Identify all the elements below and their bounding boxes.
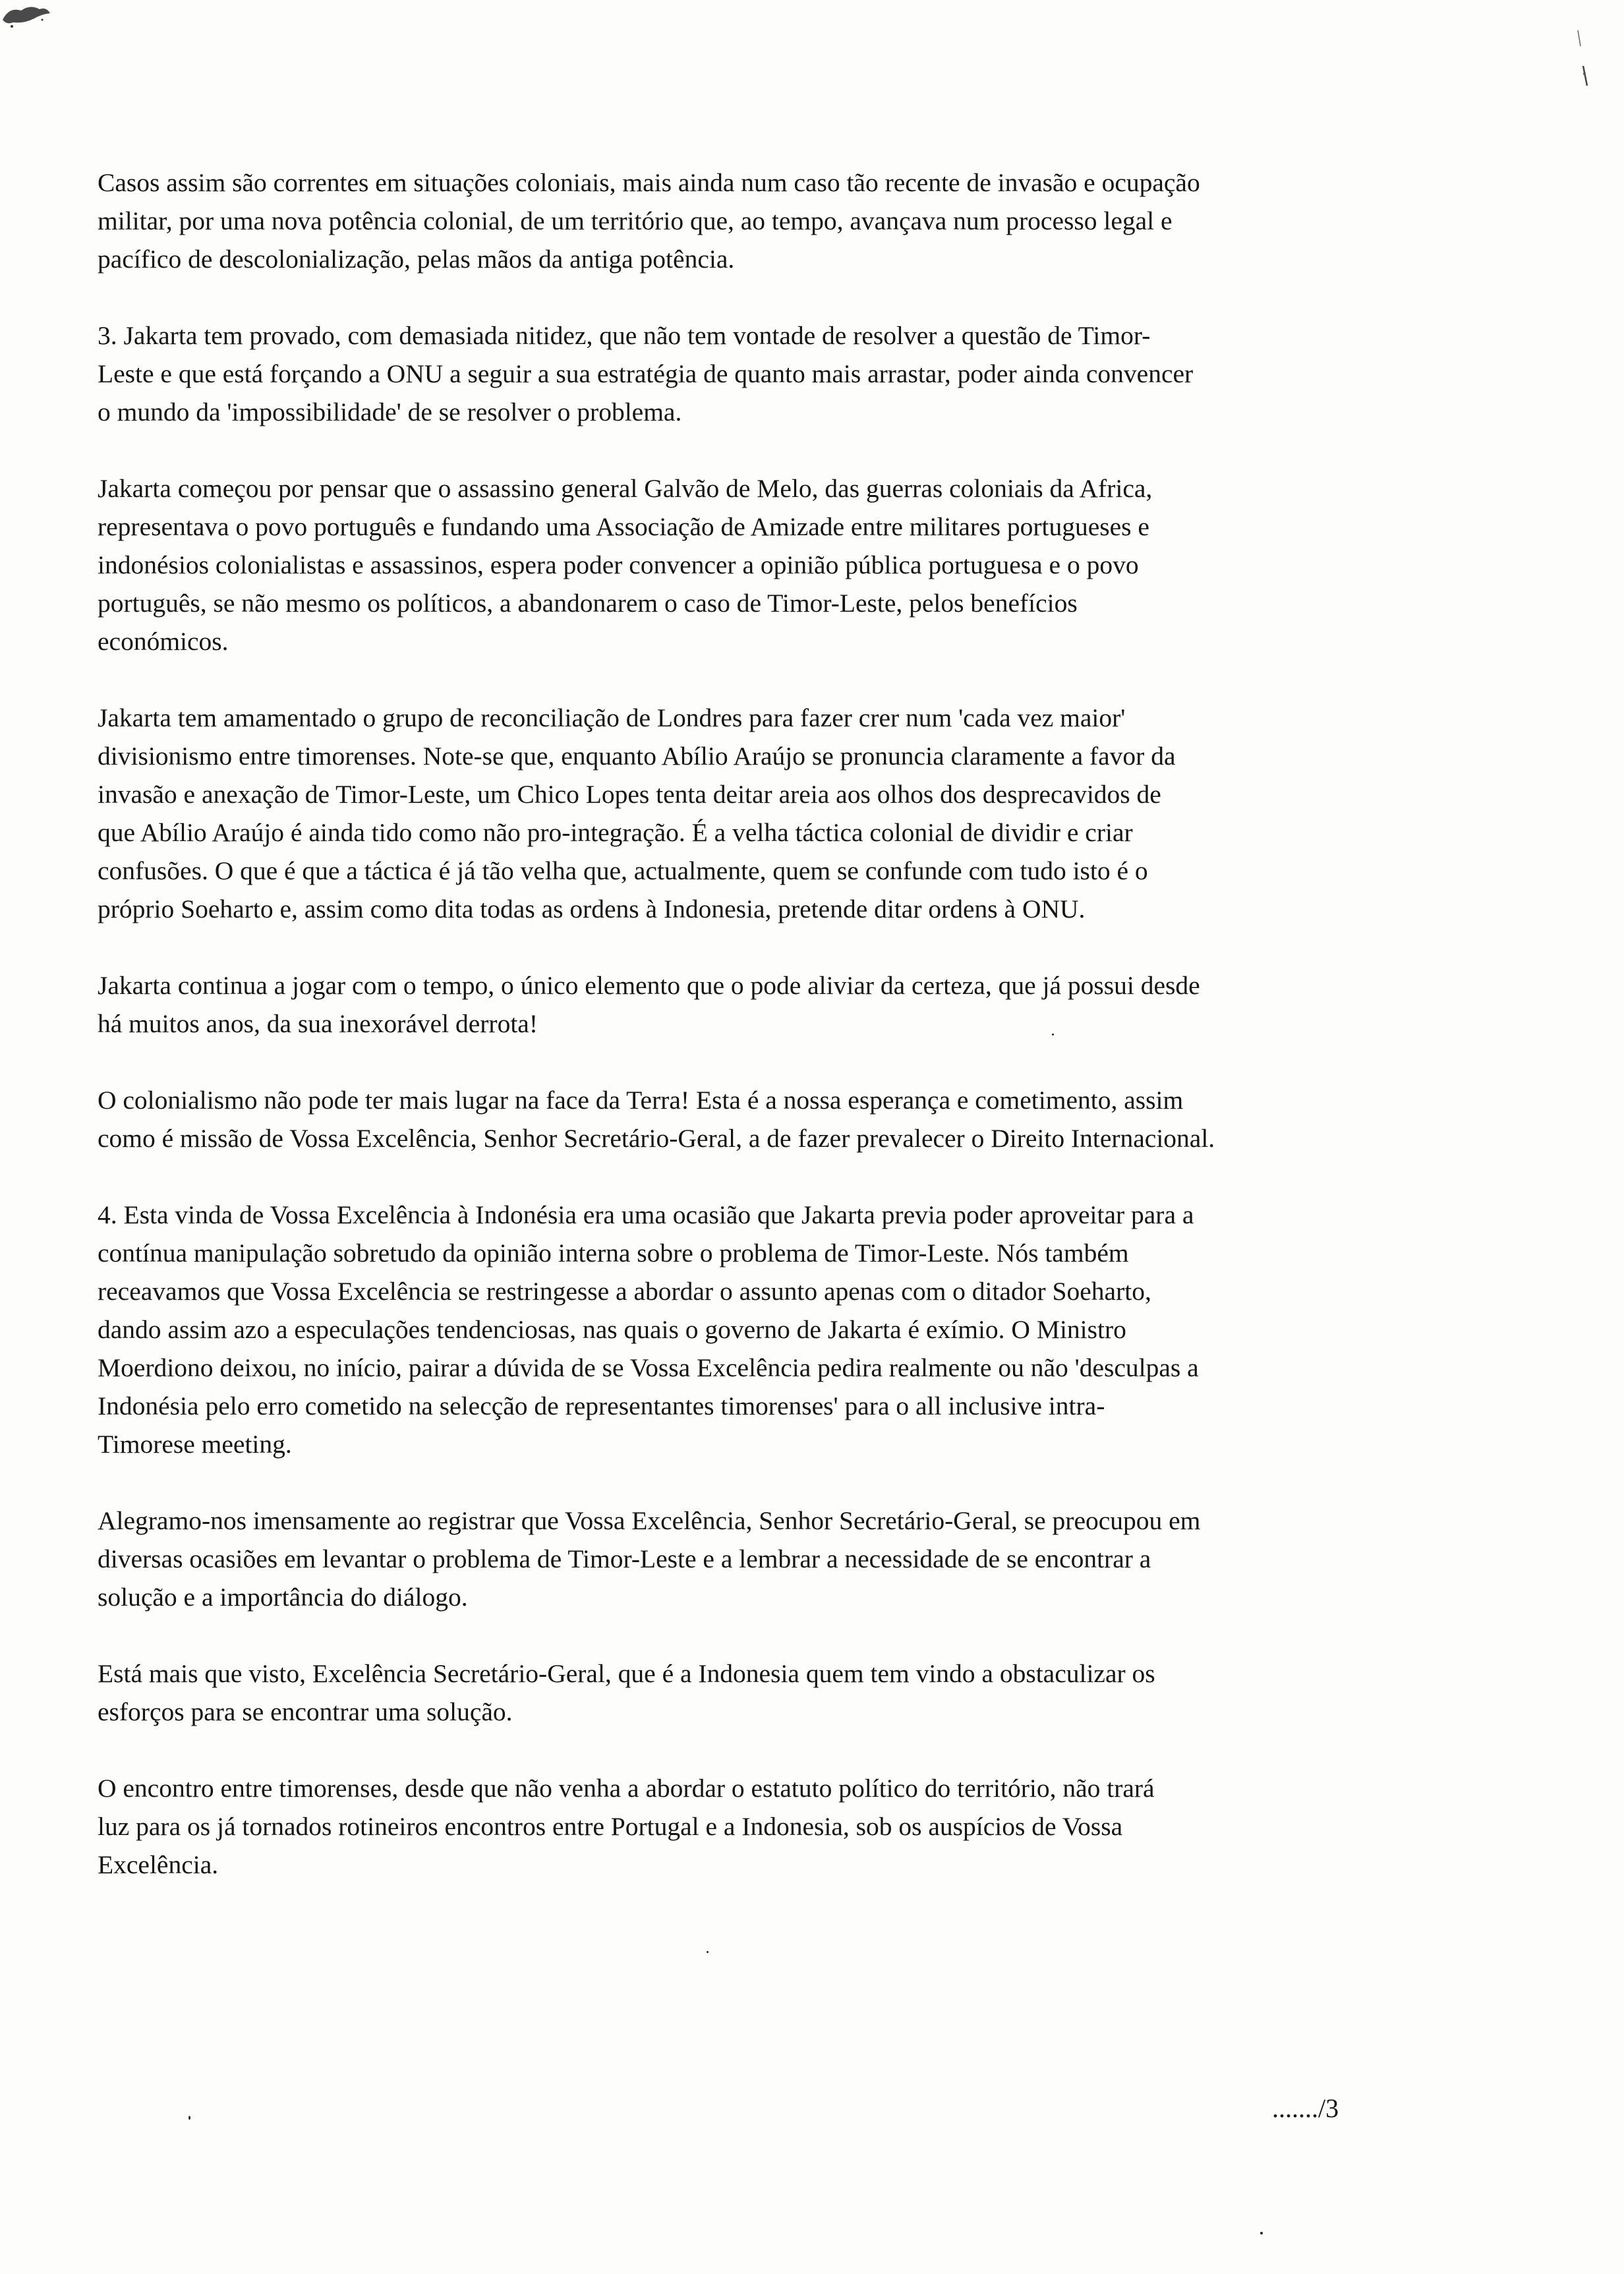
paragraph-colonial-situations xyxy=(98,163,1416,278)
text-line: divisionismo entre timorenses. Note-se que, enquanto Abílio Araújo se pronuncia claramente a favor da xyxy=(98,742,1176,771)
text-line: Jakarta começou por pensar que o assassino general Galvão de Melo, das guerras coloniais da Africa, xyxy=(98,474,1153,503)
text-line: Moerdiono deixou, no início, pairar a dúvida de se Vossa Excelência pedira realmente ou não 'desculpas a xyxy=(98,1353,1199,1382)
text-line: 3. Jakarta tem provado, com demasiada nitidez, que não tem vontade de resolver a questão de Timor- xyxy=(98,321,1151,350)
letter-body xyxy=(98,163,1416,1922)
text-line: dando assim azo a especulações tendenciosas, nas quais o governo de Jakarta é exímio. O Ministro xyxy=(98,1315,1126,1344)
paragraph-obstacle xyxy=(98,1654,1416,1731)
text-line: 4. Esta vinda de Vossa Excelência à Indonésia era uma ocasião que Jakarta previa poder aproveitar para a xyxy=(98,1200,1194,1229)
text-line: Indonésia pelo erro cometido na selecção de representantes timorenses' para o all inclusive intra- xyxy=(98,1391,1105,1420)
paragraph-playing-for-time xyxy=(98,966,1416,1043)
text-line: Jakarta tem amamentado o grupo de reconciliação de Londres para fazer crer num 'cada vez maior' xyxy=(98,703,1126,732)
text-line: confusões. O que é que a táctica é já tão velha que, actualmente, quem se confunde com tudo isto é o xyxy=(98,856,1148,885)
scan-speck xyxy=(188,2116,190,2120)
text-line: há muitos anos, da sua inexorável derrota! xyxy=(98,1009,538,1038)
text-line: Leste e que está forçando a ONU a seguir a sua estratégia de quanto mais arrastar, poder ainda convencer xyxy=(98,359,1194,388)
text-line: Está mais que visto, Excelência Secretário-Geral, que é a Indonesia quem tem vindo a obstaculizar os xyxy=(98,1659,1155,1688)
text-line: O encontro entre timorenses, desde que não venha a abordar o estatuto político do território, não trará xyxy=(98,1774,1155,1803)
text-line: económicos. xyxy=(98,627,229,656)
text-line: o mundo da 'impossibilidade' de se resolver o problema. xyxy=(98,397,682,426)
text-line: diversas ocasiões em levantar o problema de Timor-Leste e a lembrar a necessidade de se encontrar a xyxy=(98,1544,1151,1573)
text-line: O colonialismo não pode ter mais lugar na face da Terra! Esta é a nossa esperança e cometimento, assim xyxy=(98,1086,1184,1115)
scan-speck xyxy=(1052,1034,1054,1035)
paragraph-london-group xyxy=(98,699,1416,928)
scan-smudge xyxy=(0,0,53,29)
paragraph-colonialism xyxy=(98,1081,1416,1157)
text-line: que Abílio Araújo é ainda tido como não pro-integração. É a velha táctica colonial de dividir e criar xyxy=(98,818,1133,847)
text-line: contínua manipulação sobretudo da opinião interna sobre o problema de Timor-Leste. Nós também xyxy=(98,1239,1129,1268)
text-line: Timorese meeting. xyxy=(98,1430,292,1459)
text-line: esforços para se encontrar uma solução. xyxy=(98,1697,513,1726)
paragraph-point-4 xyxy=(98,1196,1416,1463)
text-line: português, se não mesmo os políticos, a abandonarem o caso de Timor-Leste, pelos benefícios xyxy=(98,589,1078,618)
scan-speck xyxy=(707,1951,709,1953)
text-line: Excelência. xyxy=(98,1850,219,1879)
text-line: Alegramo-nos imensamente ao registrar que Vossa Excelência, Senhor Secretário-Geral, se preocupou em xyxy=(98,1506,1201,1535)
scan-corner-mark xyxy=(1571,26,1598,92)
text-line: como é missão de Vossa Excelência, Senhor Secretário-Geral, a de fazer prevalecer o Direito Internacional. xyxy=(98,1124,1215,1153)
text-line: Jakarta continua a jogar com o tempo, o único elemento que o pode aliviar da certeza, que já possui desde xyxy=(98,971,1200,1000)
text-line: luz para os já tornados rotineiros encontros entre Portugal e a Indonesia, sob os auspícios de Vossa xyxy=(98,1812,1123,1841)
text-line: receavamos que Vossa Excelência se restringesse a abordar o assunto apenas com o ditador Soeharto, xyxy=(98,1277,1151,1306)
paragraph-galvao-de-melo xyxy=(98,469,1416,660)
text-line: Casos assim são correntes em situações coloniais, mais ainda num caso tão recente de invasão e ocupação xyxy=(98,168,1200,197)
text-line: próprio Soeharto e, assim como dita todas as ordens à Indonesia, pretende ditar ordens à ONU. xyxy=(98,894,1086,923)
text-line: pacífico de descolonialização, pelas mãos da antiga potência. xyxy=(98,245,735,274)
text-line: solução e a importância do diálogo. xyxy=(98,1583,468,1612)
text-line: representava o povo português e fundando uma Associação de Amizade entre militares portugueses e xyxy=(98,512,1149,541)
text-line: indonésios colonialistas e assassinos, espera poder convencer a opinião pública portuguesa e o povo xyxy=(98,550,1139,579)
scan-speck xyxy=(1260,2232,1263,2234)
text-line: invasão e anexação de Timor-Leste, um Chico Lopes tenta deitar areia aos olhos dos desprecavidos de xyxy=(98,780,1161,809)
paragraph-point-3 xyxy=(98,316,1416,431)
text-line: militar, por uma nova potência colonial, de um território que, ao tempo, avançava num processo legal e xyxy=(98,206,1173,235)
paragraph-timorese-meeting xyxy=(98,1769,1416,1884)
page-continuation-marker: ......./3 xyxy=(1272,2093,1339,2123)
paragraph-rejoicing xyxy=(98,1501,1416,1616)
